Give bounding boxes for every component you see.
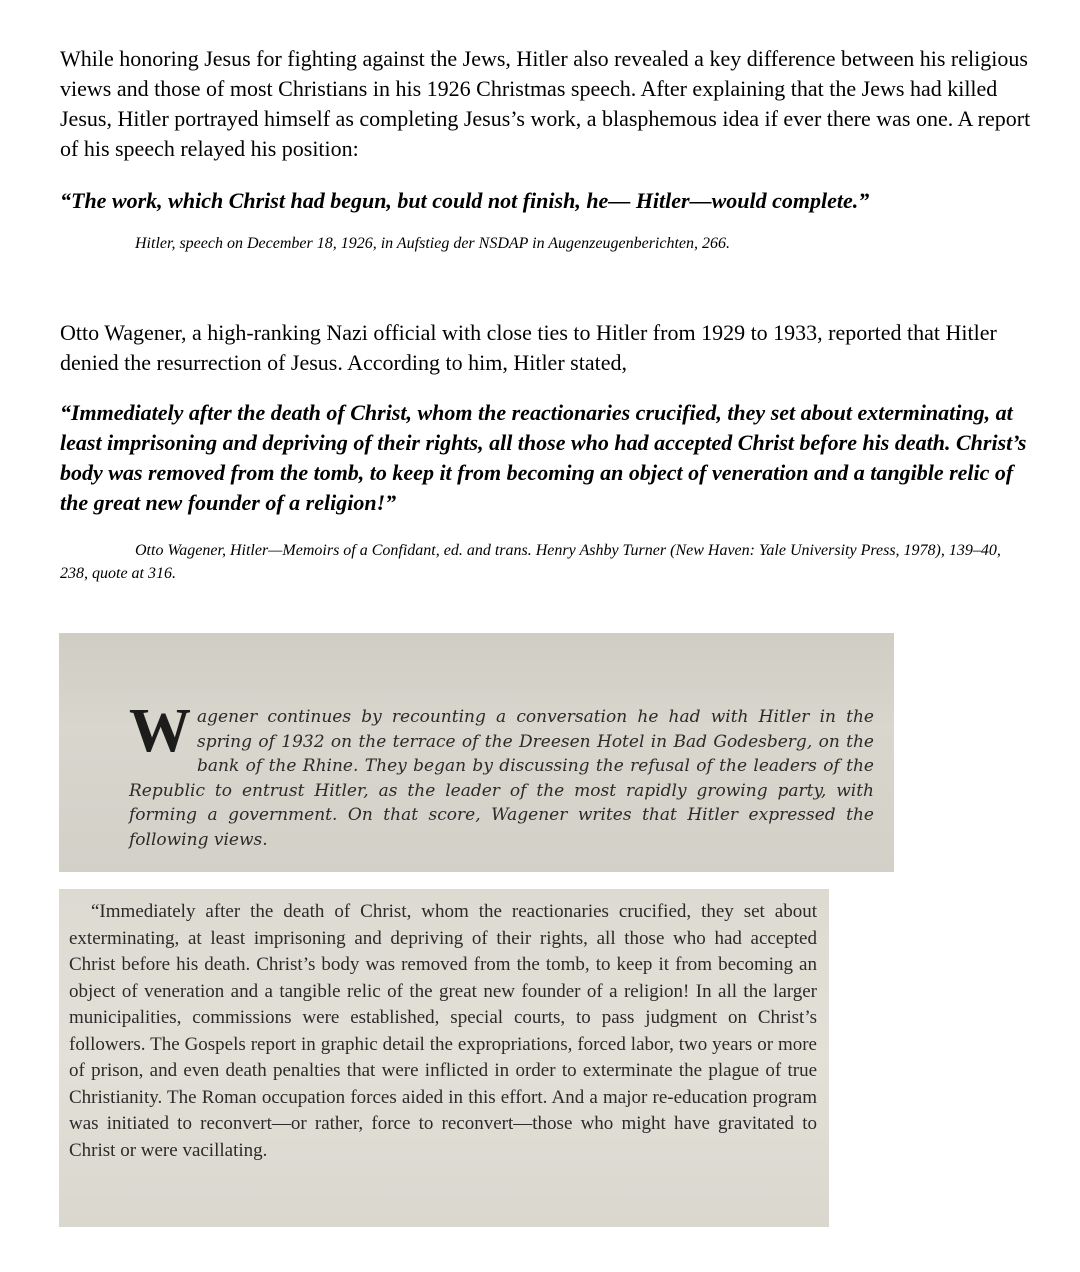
wagener-quote-citation: Otto Wagener, Hitler—Memoirs of a Confidant, ed. and trans. Henry Ashby Turner (New Haven: Yale University Press, 1978), 139–40, 238, quote at 316.	[60, 542, 1001, 582]
wagener-paragraph: Otto Wagener, a high-ranking Nazi official with close ties to Hitler from 1929 to 1933, reported that Hitler denied the resurrection of Jesus. According to him, Hitler stated,	[60, 320, 997, 375]
scanned-excerpt-quote-text: “Immediately after the death of Christ, whom the reactionaries crucified, they set about exterminating, at least imprisoning and depriving of their rights, all those who had accepted Christ before his death. Christ’s body was removed from the tomb, to keep it from becoming an object of veneration and a tangible relic of the great new founder of a religion! In all the larger municipalities, commissions were established, special courts, to pass judgment on Christ’s followers. The Gospels report in graphic detail the expropriations, forced labor, two years or more of prison, and even death penalties that were inflicted in order to exterminate the plague of true Christianity. The Roman occupation forces aided in this effort. And a major re-education program was initiated to reconvert—or rather, force to reconvert—those who might have gravitated to Christ or were vacillating.	[69, 901, 817, 1161]
intro-paragraph: While honoring Jesus for fighting against the Jews, Hitler also revealed a key difference between his religious views and those of most Christians in his 1926 Christmas speech. After explaining that the Jews had killed Jesus, Hitler portrayed himself as completing Jesus’s work, a blasphemous idea if ever there was one. A report of his speech relayed his position:	[60, 46, 1031, 161]
hitler-quote-citation: Hitler, speech on December 18, 1926, in Aufstieg der NSDAP in Augenzeugenberichten, 266.	[135, 235, 731, 252]
scanned-excerpt-intro	[59, 633, 894, 872]
drop-cap-letter: W	[129, 697, 191, 765]
scanned-excerpt-quote	[59, 889, 829, 1227]
hitler-quote: “The work, which Christ had begun, but could not finish, he— Hitler—would complete.”	[60, 188, 870, 213]
wagener-quote: “Immediately after the death of Christ, whom the reactionaries crucified, they set about exterminating, at least imprisoning and depriving of their rights, all those who had accepted Christ before his death. Christ’s body was removed from the tomb, to keep it from becoming an object of veneration and a tangible relic of the great new founder of a religion!”	[60, 400, 1027, 515]
scanned-excerpt-intro-text	[129, 697, 874, 852]
scanned-excerpt-intro-body: agener continues by recounting a conversation he had with Hitler in the spring of 1932 on the terrace of the Dreesen Hotel in Bad Godesberg, on the bank of the Rhine. They began by discussing the refusal of the leaders of the Republic to entrust Hitler, as the leader of the most rapidly growing party, with forming a government. On that score, Wagener writes that Hitler expressed the following views.	[129, 707, 874, 850]
